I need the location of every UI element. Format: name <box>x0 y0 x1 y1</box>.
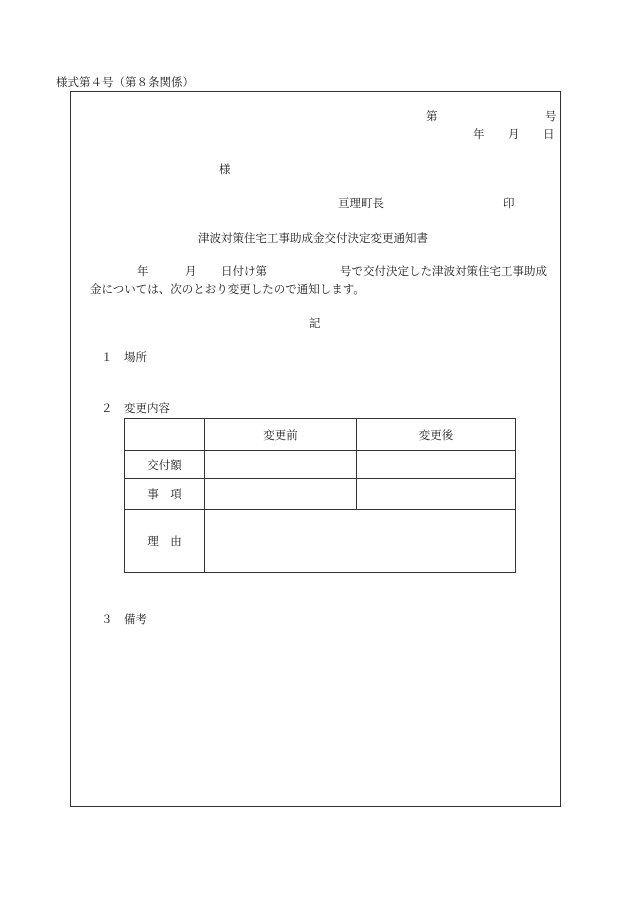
table-cell-after <box>357 451 516 479</box>
table-header-cell: 変更後 <box>357 419 516 451</box>
item-label-remarks: 備考 <box>124 612 147 626</box>
ki-heading: 記 <box>309 316 321 330</box>
body-line2: 金については、次のとおり変更したので通知します。 <box>90 282 365 296</box>
table-header-cell <box>125 419 205 451</box>
table-header-row <box>125 419 516 451</box>
table-cell-after <box>357 479 516 510</box>
body-line1-rest: 号で交付決定した津波対策住宅工事助成 <box>340 264 547 278</box>
table-row <box>125 451 516 479</box>
item-number: ２ <box>101 401 113 415</box>
body-month: 月 <box>185 264 197 278</box>
addressee-suffix: 様 <box>219 162 231 176</box>
row-label-matter: 事 項 <box>125 479 205 510</box>
table-cell-before <box>205 451 357 479</box>
item-label-change-details: 変更内容 <box>124 401 170 415</box>
table-row <box>125 510 516 573</box>
change-table <box>124 418 516 573</box>
item-number: １ <box>101 350 113 364</box>
document-number-prefix: 第 <box>426 109 438 123</box>
table-header-cell: 変更前 <box>205 419 357 451</box>
form-number-label: 様式第４号（第８条関係） <box>56 75 194 89</box>
table-row <box>125 479 516 510</box>
date-year: 年 <box>473 127 485 141</box>
body-day-number-prefix: 日付け第 <box>221 264 267 278</box>
date-day: 日 <box>543 127 555 141</box>
date-month: 月 <box>508 127 520 141</box>
seal-mark: 印 <box>503 196 515 210</box>
document-title: 津波対策住宅工事助成金交付決定変更通知書 <box>198 231 428 245</box>
table-cell-before <box>205 479 357 510</box>
item-label-location: 場所 <box>124 350 147 364</box>
table-cell-reason <box>205 510 516 573</box>
issuer-name: 亘理町長 <box>338 196 384 210</box>
body-year: 年 <box>137 264 149 278</box>
item-number: ３ <box>101 612 113 626</box>
document-number-suffix: 号 <box>545 109 557 123</box>
row-label-grant-amount: 交付額 <box>125 451 205 479</box>
row-label-reason: 理 由 <box>125 510 205 573</box>
